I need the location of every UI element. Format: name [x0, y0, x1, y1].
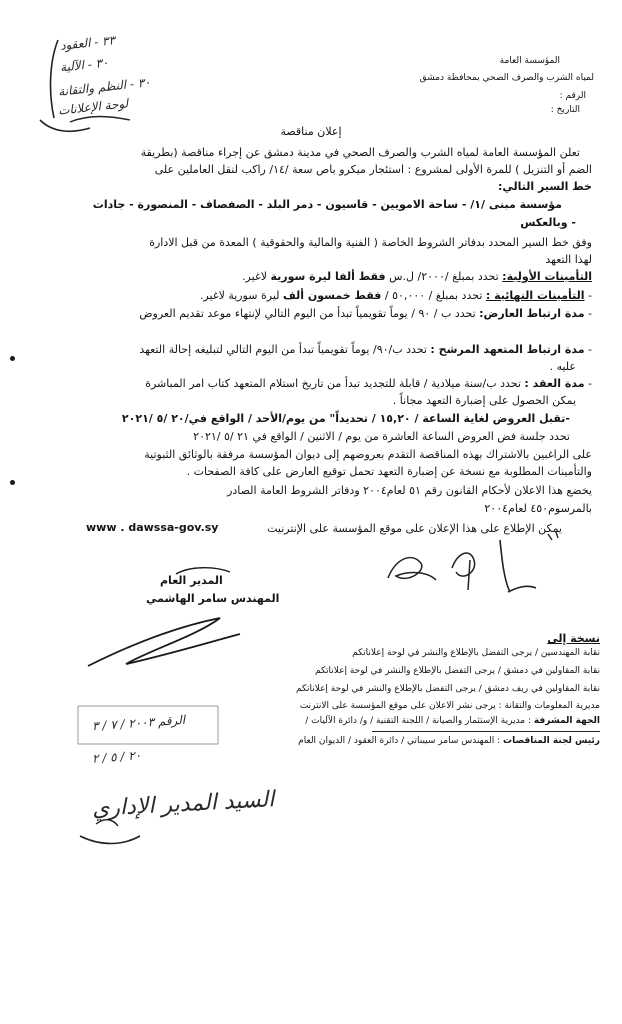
copy-item-contractors-damascus: نقابة المقاولين في دمشق / يرجى التفضل بالإطلاع والنشر في لوحة إعلاناتكم [315, 666, 600, 676]
footer-handwritten-addressee: السيد المدير الإداري [91, 787, 275, 822]
insurance-final-label: التأمينات النهائية : [485, 289, 585, 302]
stamp-number-date: الرقم ٢٠٠٣ / ٧ / ٣ [91, 712, 186, 734]
copy-item-engineers: نقابة المهندسين / يرجى التفضل بالإطلاع والنشر في لوحة إعلاناتكم [352, 648, 600, 658]
conditions-line-2: لهذا التعهد [545, 253, 592, 266]
insurance-final-tail: ليرة سورية لاغير. [199, 289, 280, 302]
intro-line-1: تعلن المؤسسة العامة لمياه الشرب والصرف الصحي في مدينة دمشق عن إجراء مناقصة (بطريقة [140, 146, 580, 159]
route-return: - وبالعكس [520, 216, 576, 229]
law-line-1: يخضع هذا الاعلان لأحكام القانون رقم ٥١ لعام٢٠٠٤ ودفاتر الشروط العامة الصادر [227, 484, 592, 497]
bid-deadline: -تقبل العروض لغاية الساعة / ١٥,٢٠ / تحديداً" من يوم/الأحد / الواقع في/٢٠ /٥ /٢٠٢١ [121, 412, 570, 425]
committee-label: رئيس لجنة المناقصات [503, 736, 600, 746]
insurance-initial-label: التأمينات الأولية: [502, 270, 592, 283]
website-note: يمكن الإطلاع على هذا الإعلان على موقع المؤسسة على الإنترنيت [267, 522, 562, 535]
signature-name: المهندس سامر الهاشمي [146, 592, 280, 605]
handwritten-routing-2: ٣٠ - الآلية [59, 55, 110, 75]
copy-item-it-directorate: مديرية المعلومات والتقانة : يرجى نشر الاعلان على موقع المؤسسة على الانترنت [299, 701, 600, 711]
handwritten-routing-4: لوحة الإعلانات [57, 96, 129, 118]
insurance-final-amount-words: فقط خمسون ألف [283, 289, 382, 302]
bidder-commitment-text: تحدد ب / ٩٠ / يوماً تقويمياً تبدأ من اليوم التالي لإنتهاء موعد تقديم العروض [139, 307, 476, 320]
intro-line-2: الضم أو التنزيل ) للمرة الأولى لمشروع : استئجار ميكرو باص سعة /١٤/ راكب لنقل العاملين على [154, 163, 592, 176]
copies-heading: نسخة إلى [547, 632, 600, 645]
stamp-second-date: ٢٠ / ٥ / ٢ [91, 748, 142, 766]
nominee-commitment: - مدة ارتباط المتعهد المرشح : تحدد ب/٩٠/ يوماً تقويمياً تبدأ من اليوم التالي لتبليغه إحالة التعهد [139, 343, 592, 356]
insurance-final: - التأمينات النهائية : تحدد بمبلغ / ٥٠,٠٠٠ / فقط خمسون ألف ليرة سورية لاغير. [199, 289, 592, 302]
scan-artifact-dot [10, 480, 15, 485]
conditions-line-1: وفق خط السير المحدد بدفاتر الشروط الخاصة ( الفنية والمالية والحقوقية ) المعدة من قبل الادارة [149, 236, 592, 249]
insurance-final-text: تحدد بمبلغ / ٥٠,٠٠٠ / [384, 289, 483, 302]
signature-title: المدير العام [160, 574, 223, 587]
insurance-initial-text: تحدد بمبلغ /٢٠٠٠/ ل.س [389, 270, 499, 283]
handwritten-routing-1: ٣٣ - العقود [59, 33, 116, 53]
copy-item-contractors-rif: نقابة المقاولين في ريف دمشق / يرجى التفضل بالإطلاع والنشر في لوحة إعلاناتكم [295, 684, 600, 694]
bidder-commitment: - مدة ارتباط العارض: تحدد ب / ٩٠ / يوماً تقويمياً تبدأ من اليوم التالي لإنتهاء موعد تقديم العروض [139, 307, 592, 320]
letterhead-authority: لمياه الشرب والصرف الصحي بمحافظة دمشق [419, 73, 594, 83]
opening-session: تحدد جلسة فض العروض الساعة العاشرة من يوم / الاثنين / الواقع في ٢١ /٥ /٢٠٢١ [193, 430, 570, 443]
obtain-file-note: يمكن الحصول على إضبارة التعهد مجاناً . [392, 394, 576, 407]
applicants-line-1: على الراغبين بالاشتراك بهذه المناقصة التقدم بعروضهم إلى ديوان المؤسسة مرفقة بالوثائق الثبوتية [144, 448, 592, 461]
contract-duration: - مدة العقد : تحدد ب/سنة ميلادية / قابلة للتجديد تبدأ من تاريخ استلام المتعهد كتاب امر المباشرة [145, 377, 592, 390]
committee-text: : المهندس سامر سيبناتي / دائرة العقود / الديوان العام [298, 736, 501, 746]
insurance-initial-tail: لاغير. [242, 270, 267, 283]
contract-duration-label: مدة العقد : [524, 377, 585, 390]
applicants-line-2: والتأمينات المطلوبة مع نسخة عن إضبارة التعهد تحمل توقيع العارض على كافة الصفحات . [186, 465, 592, 478]
letterhead-org: المؤسسة العامة [499, 56, 560, 66]
supervising-text: : مديرية الإستثمار والصيانة / اللجنة التقنية / و/ دائرة الآليات / [305, 716, 532, 726]
bidder-commitment-label: مدة ارتباط العارض: [479, 307, 585, 320]
nominee-commitment-line-2: عليه . [549, 360, 576, 373]
website-url[interactable]: www . dawssa-gov.sy [86, 521, 219, 534]
contract-duration-text: تحدد ب/سنة ميلادية / قابلة للتجديد تبدأ من تاريخ استلام المتعهد كتاب امر المباشرة [145, 377, 521, 390]
handwritten-routing-3: ٣٠ - النظم والتقانة [57, 75, 152, 99]
letterhead-date-label: التاريخ : [550, 105, 580, 115]
route-stops: مؤسسة مبنى /١/ - ساحة الامويين - قاسيون - دمر البلد - الصفصاف - المنصورة - جادات [92, 198, 562, 211]
nominee-commitment-text: تحدد ب/٩٠/ يوماً تقويمياً تبدأ من اليوم التالي لتبليغه إحالة التعهد [139, 343, 427, 356]
page-title: إعلان مناقصة [280, 125, 342, 138]
route-heading: خط السير التالي: [498, 180, 592, 193]
insurance-initial-amount-words: فقط ألفا ليرة سورية [270, 270, 386, 283]
nominee-commitment-label: مدة ارتباط المتعهد المرشح : [430, 343, 585, 356]
scan-artifact-dot [10, 356, 15, 361]
letterhead-ref-label: الرقم : [559, 91, 586, 101]
supervising-label: الجهة المشرفة [533, 716, 600, 726]
law-line-2: بالمرسوم٤٥٠ لعام٢٠٠٤ [484, 502, 592, 515]
